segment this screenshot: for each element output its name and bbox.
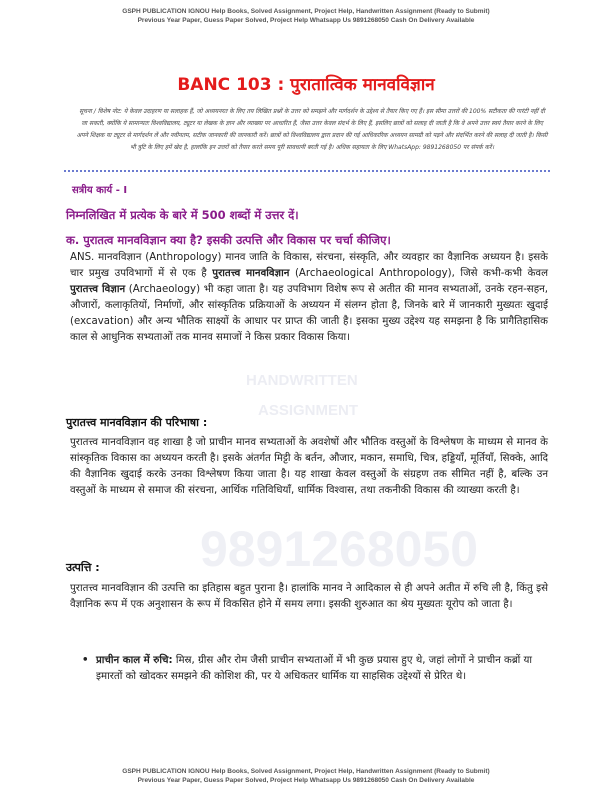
bullet-dot-icon: • — [82, 655, 89, 666]
definition-paragraph: पुरातत्त्व मानवविज्ञान वह शाखा है जो प्राचीन मानव सभ्यताओं के अवशेषों और भौतिक वस्तुओं के विश्लेषण के माध्यम से मानव के सांस्कृतिक विकास का अध्ययन करती है। इसके अंतर्गत मिट्टी के बर्तन, औजार, मकान, समाधि, चित्र, हड्डियाँ, मूर्तियाँ, सिक्के, आदि की वैज्ञानिक खुदाई करके उनका विश्लेषण किया जाता है। यह शाखा केवल वस्तुओं के संग्रहण तक सीमित नहीं है, बल्कि उन वस्तुओं के माध्यम से समाज की संरचना, आर्थिक गतिविधियाँ, धार्मिक विश्वास, तथा तकनीकी विकास की व्याख्या करती है। — [70, 437, 548, 496]
watermark-handwritten: HANDWRITTEN — [246, 372, 358, 389]
watermark-assignment: ASSIGNMENT — [258, 402, 359, 419]
bullet-text — [96, 653, 550, 685]
question-heading: क. पुरातत्व मानवविज्ञान क्या है? इसकी उत्पत्ति और विकास पर चर्चा कीजिए। — [66, 233, 391, 247]
footer-line-2: Previous Year Paper, Guess Paper Solved, Project Help Whatsapp Us 9891268050 Cash On Delivery Available — [137, 777, 475, 784]
definition-heading: पुरातत्त्व मानवविज्ञान की परिभाषा : — [66, 416, 208, 429]
answer-text: (Archaeological Anthropology), जिसे कभी-कभी केवल — [289, 268, 549, 279]
disclaimer-note: सूचना / विशेष नोट: ये केवल उदाहरण या सलाहक हैं, जो अध्ययनरत के लिए तय लिखित प्रश्नों के उत्तर को समझने और मार्गदर्शन के उद्देश्य से तैयार किए गए हैं। इस सीमा उत्तरों की 100% सटीकता की गारंटी नहीं दी जा सकती, क्योंकि ये सामान्यतः विश्वविद्यालय, ट्यूटर या लेखक के ज्ञान और व्याख्या पर आधारित हैं, जैसा उत्तर केवल संदर्भ के लिए हैं, इसलिए छात्रों को सलाह दी जाती है कि वे अपने उत्तर स्वयं तैयार करने के लिए अपने शिक्षक या ट्यूटर से मार्गदर्शन लें और नवीनतम, सटीक जानकारी की जानकारी करें। छात्रों को विश्वविद्यालय द्वारा प्रदान की गई आधिकारिक अध्ययन सामग्री को पढ़ने और संदर्भित करने की सलाह दी जाती है। किसी भी त्रुटि के लिए हमें खेद है, हालांकि इन उत्तरों को तैयार करते समय पूरी सावधानी बरती गई है। अधिक सहायता के लिए WhatsApp: 9891268050 पर संपर्क करें। — [76, 108, 548, 151]
section-label: सत्रीय कार्य - I — [72, 185, 128, 196]
origin-paragraph: पुरातत्त्व मानवविज्ञान की उत्पत्ति का इतिहास बहुत पुराना है। हालांकि मानव ने आदिकाल से ही अपने अतीत में रुचि ली है, किंतु इसे वैज्ञानिक रूप में एक अनुशासन के रूप में विकसित होने में समय लगा। इसकी शुरुआत का श्रेय मुख्यतः यूरोप को जाता है। — [70, 583, 548, 610]
watermark-phone: 9891268050 — [200, 521, 479, 577]
answer-text: ANS. मानवविज्ञान (Anthropology) मानव जाति के विकास, संरचना, संस्कृति, और व्यवहार का वैज्ञानिक अध्ययन है। इसके चार प्रमुख उपविभागों में से एक है — [70, 252, 548, 279]
bullet-term: प्राचीन काल में रुचि: — [96, 655, 173, 666]
term-archaeological-anthropology: पुरातत्त्व मानवविज्ञान — [212, 268, 290, 279]
header-line-2: Previous Year Paper, Guess Paper Solved, Project Help Whatsapp Us 9891268050 Cash On Delivery Available — [137, 17, 475, 24]
footer-line-1: GSPH PUBLICATION IGNOU Help Books, Solved Assignment, Project Help, Handwritten Assignment (Ready to Submit) — [122, 768, 490, 775]
bullet-body: मिस्र, ग्रीस और रोम जैसी प्राचीन सभ्यताओं में भी कुछ प्रयास हुए थे, जहां लोगों ने प्राचीन कब्रों या इमारतों को खोदकर समझने की कोशिश की, पर ये अधिकतर धार्मिक या साहसिक उद्देश्यों से प्रेरित थे। — [96, 655, 533, 682]
answer-text: (Archaeology) भी कहा जाता है। यह उपविभाग विशेष रूप से अतीत की मानव सभ्यताओं, उनके रहन-सहन, औजारों, कलाकृतियों, निर्माणों, और सांस्कृतिक प्रक्रियाओं के अध्ययन में संलग्न होता है, जिनके बारे में जानकारी मुख्यतः खुदाई (excavation) और अन्य भौतिक साक्ष्यों के आधार पर प्राप्त की जाती है। इसका मुख्य उद्देश्य यह समझना है कि प्रागैतिहासिक काल से आधुनिक सभ्यताओं तक मानव समाजों ने किस प्रकार विकास किया। — [70, 284, 548, 343]
instruction-heading: निम्नलिखित में प्रत्येक के बारे में 500 शब्दों में उत्तर दें। — [66, 208, 299, 222]
origin-heading: उत्पत्ति : — [66, 561, 100, 574]
term-archaeology: पुरातत्त्व विज्ञान — [70, 284, 126, 295]
dotted-divider — [64, 170, 550, 172]
page-title: BANC 103 : पुरातात्विक मानवविज्ञान — [177, 75, 435, 95]
answer-paragraph-1 — [70, 250, 548, 346]
header-line-1: GSPH PUBLICATION IGNOU Help Books, Solved Assignment, Project Help, Handwritten Assignment (Ready to Submit) — [122, 8, 490, 15]
